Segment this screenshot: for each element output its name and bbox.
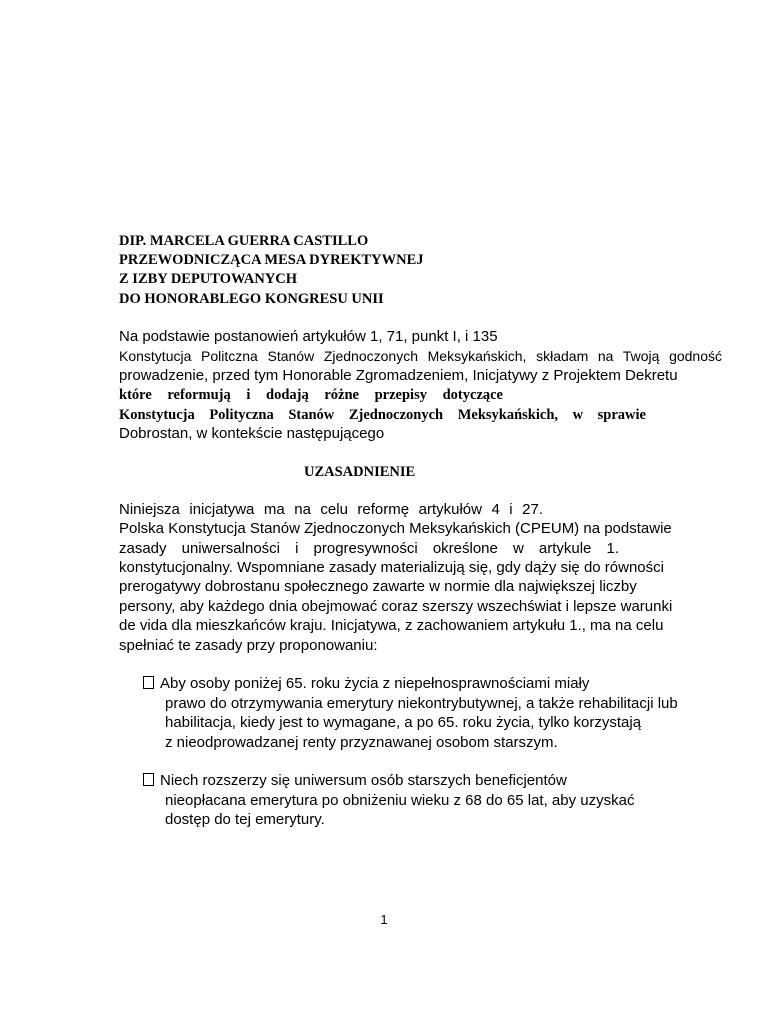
bullet-2-line-3: dostęp do tej emerytury. bbox=[165, 811, 325, 828]
bullet-item bbox=[143, 771, 567, 791]
intro-line-2: Konstytucja Politczna Stanów Zjednoczonych Meksykańskich, składam na Twoją godność bbox=[119, 348, 722, 364]
checkbox-glyph-icon bbox=[143, 773, 154, 786]
intro-line-6: Dobrostan, w kontekście następującego bbox=[119, 425, 385, 442]
body-line-4: konstytucjonalny. Wspomniane zasady materializują się, gdy dąży się do równości bbox=[119, 559, 664, 576]
addressee-line-3: Z IZBY DEPUTOWANYCH bbox=[119, 271, 298, 287]
bullet-1-line-2: prawo do otrzymywania emerytury niekontrybutywnej, a także rehabilitacji lub bbox=[165, 695, 678, 712]
bullet-1-line-3: habilitacja, kiedy jest to wymagane, a po 65. roku życia, tylko korzystają bbox=[165, 714, 642, 731]
intro-line-3: prowadzenie, przed tym Honorable Zgromadzeniem, Inicjatywy z Projektem Dekretu bbox=[119, 367, 678, 384]
body-line-3: zasady uniwersalności i progresywności określone w artykule 1. bbox=[119, 540, 619, 557]
body-line-8: spełniać te zasady przy proponowaniu: bbox=[119, 637, 378, 654]
body-line-5: prerogatywy dobrostanu społecznego zawarte w normie dla największej liczby bbox=[119, 578, 637, 595]
addressee-line-1: DIP. MARCELA GUERRA CASTILLO bbox=[119, 233, 369, 249]
section-title: UZASADNIENIE bbox=[304, 464, 416, 480]
body-line-2: Polska Konstytucja Stanów Zjednoczonych Meksykańskich (CPEUM) na podstawie bbox=[119, 520, 672, 537]
bullet-2-line-1: Niech rozszerzy się uniwersum osób starszych beneficjentów bbox=[160, 772, 567, 789]
addressee-line-2: PRZEWODNICZĄCA MESA DYREKTYWNEJ bbox=[119, 252, 424, 268]
intro-line-5: Konstytucja Polityczna Stanów Zjednoczonych Meksykańskich, w sprawie bbox=[119, 407, 646, 423]
intro-line-4: które reformują i dodają różne przepisy dotyczące bbox=[119, 387, 503, 403]
body-line-7: de vida dla mieszkańców kraju. Inicjatywa, z zachowaniem artykułu 1., ma na celu bbox=[119, 617, 664, 634]
addressee-line-4: DO HONORABLEGO KONGRESU UNII bbox=[119, 291, 384, 307]
body-line-1: Niniejsza inicjatywa ma na celu reformę artykułów 4 i 27. bbox=[119, 501, 543, 518]
bullet-item bbox=[143, 674, 589, 694]
body-line-6: persony, aby każdego dnia obejmować coraz szerszy wszechświat i lepsze warunki bbox=[119, 598, 673, 615]
checkbox-glyph-icon bbox=[143, 676, 154, 689]
bullet-2-line-2: nieopłacana emerytura po obniżeniu wieku z 68 do 65 lat, aby uzyskać bbox=[165, 792, 635, 809]
intro-line-1: Na podstawie postanowień artykułów 1, 71, punkt I, i 135 bbox=[119, 328, 498, 345]
page-number: 1 bbox=[380, 912, 388, 927]
bullet-1-line-4: z nieodprowadzanej renty przyznawanej osobom starszym. bbox=[165, 734, 558, 751]
bullet-1-line-1: Aby osoby poniżej 65. roku życia z niepełnosprawnościami miały bbox=[160, 675, 590, 692]
